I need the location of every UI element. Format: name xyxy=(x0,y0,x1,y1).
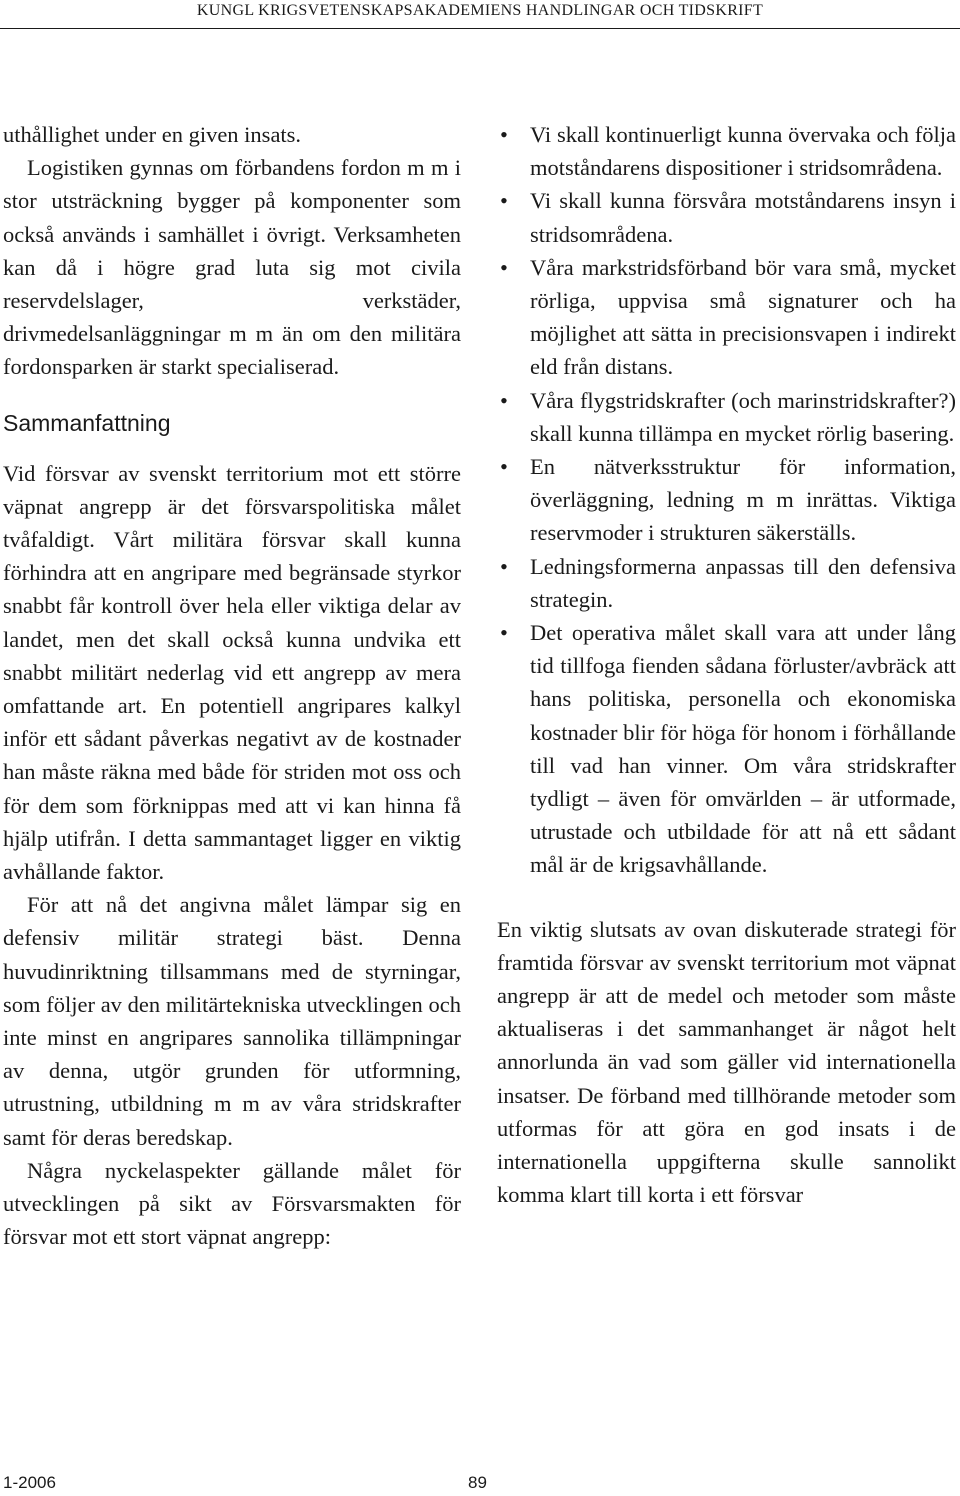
list-item-text: Våra markstridsförband bör vara små, mycket rörliga, uppvisa små signaturer och ha möjlighet att sätta in precisionsvapen i indirekt eld från distans. xyxy=(530,254,956,380)
list-item xyxy=(497,118,956,184)
footer-issue: 1-2006 xyxy=(3,1473,56,1492)
list-item-text: Våra flygstridskrafter (och marinstridskrafter?) skall kunna tillämpa en mycket rörlig basering. xyxy=(530,387,956,446)
header-rule xyxy=(0,28,960,29)
right-column xyxy=(497,118,956,1212)
list-item xyxy=(497,251,956,384)
left-column xyxy=(3,118,461,1254)
paragraph-defensive-strategy: För att nå det angivna målet lämpar sig en defensiv militär strategi bäst. Denna huvudinriktning tillsammans med de styrningar, som följer av den militärtekniska utvecklingen och inte minst en angripares sannolika tillämpningar av denna, utgör grunden för utformning, utrustning, utbildning m m av våra stridskrafter samt för deras beredskap. xyxy=(3,892,461,1150)
list-item xyxy=(497,450,956,550)
bullet-icon: • xyxy=(500,387,508,413)
footer-page-number: 89 xyxy=(468,1473,487,1492)
key-aspects-list xyxy=(497,118,956,882)
list-item-text: Vi skall kunna försvåra motståndarens insyn i stridsområdena. xyxy=(530,188,956,247)
list-item-text: Vi skall kontinuerligt kunna övervaka och följa motståndarens dispositioner i stridsområdena. xyxy=(530,122,956,181)
bullet-icon: • xyxy=(500,553,508,579)
section-heading-summary: Sammanfattning xyxy=(3,409,171,436)
list-item-text: En nätverksstruktur för information, överläggning, ledning m m inrättas. Viktiga reservmoder i strukturen säkerställs. xyxy=(530,454,956,546)
bullet-icon: • xyxy=(500,454,508,480)
bullet-icon: • xyxy=(500,188,508,214)
bullet-icon: • xyxy=(500,254,508,280)
paragraph-defence-goal: Vid försvar av svenskt territorium mot ett större väpnat angrepp är det försvarspolitiska målet tvåfaldigt. Vårt militära försvar skall kunna förhindra att en angripare med begränsade styrkor snabbt får kontroll över hela eller viktiga delar av landet, men det skall också kunna undvika ett snabbt militärt nederlag vid ett angrepp av mera omfattande art. En potentiell angripares kalkyl inför ett sådant påverkas negativt av de kostnader han måste räkna med både för striden mot oss och för dem som förknippas med att vi kan hinna få hjälp utifrån. I detta sammantaget ligger en viktig avhållande faktor. xyxy=(3,460,461,885)
paragraph-conclusion: En viktig slutsats av ovan diskuterade strategi för framtida försvar av svenskt territorium mot väpnat angrepp är att de medel och metoder som måste aktualiseras i det sammanhanget är något helt annorlunda än vad som gäller vid internationella insatser. De förband med tillhörande metoder som utformas för att göra en god insats i de internationella uppgifterna skulle sannolikt komma klart till korta i ett försvar xyxy=(497,916,956,1208)
bullet-icon: • xyxy=(500,620,508,646)
bullet-icon: • xyxy=(500,122,508,147)
list-item-text: Ledningsformerna anpassas till den defensiva strategin. xyxy=(530,553,956,612)
paragraph-logistics: Logistiken gynnas om förbandens fordon m m i stor utsträckning bygger på komponenter som också används i samhället i övrigt. Verksamheten kan då i högre grad luta sig mot civila reservdelslager, verkstäder, drivmedelsanläggningar m m än om den militära fordonsparken är starkt specialiserad. xyxy=(3,155,461,380)
paragraph-key-aspects-intro: Några nyckelaspekter gällande målet för utvecklingen på sikt av Försvarsmakten för försvar mot ett stort väpnat angrepp: xyxy=(3,1157,461,1250)
paragraph-continuation: uthållighet under en given insats. xyxy=(3,122,302,147)
list-item xyxy=(497,184,956,250)
list-item xyxy=(497,616,956,882)
running-header: KUNGL KRIGSVETENSKAPSAKADEMIENS HANDLINGAR OCH TIDSKRIFT xyxy=(196,2,764,19)
list-item-text: Det operativa målet skall vara att under lång tid tillfoga fienden sådana förluster/avbräck att hans politiska, personella och ekonomiska kostnader blir för höga för honom i förhållande till vad han vinner. Om våra stridskrafter tydligt – även för omvärlden – är utformade, utrustade och utbildade för att nå ett sådant mål är de krigsavhållande. xyxy=(530,620,956,878)
list-item xyxy=(497,550,956,616)
list-item xyxy=(497,384,956,450)
